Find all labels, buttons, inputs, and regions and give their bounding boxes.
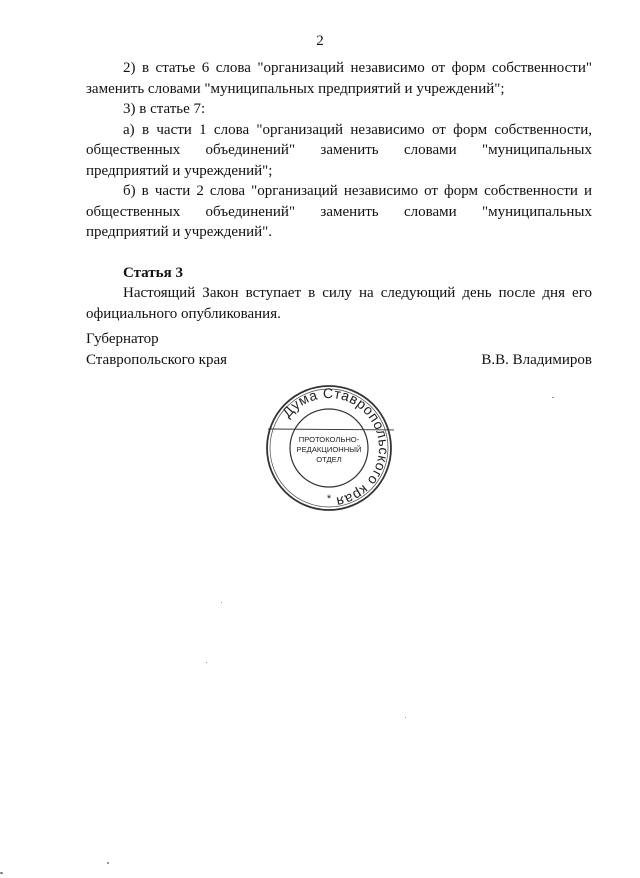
signature-block xyxy=(86,329,592,370)
article-3-heading: Статья 3 xyxy=(123,264,183,281)
official-stamp xyxy=(264,383,394,513)
scan-speck xyxy=(221,602,222,603)
scan-speck xyxy=(0,872,3,874)
document-body xyxy=(86,58,592,324)
paragraph-article-7-part-2: б) в части 2 слова "организаций независимо от форм собственности и общественных объединений" заменить словами "муниципальных предприятий и учреждений". xyxy=(86,183,592,240)
page-number: 2 xyxy=(316,33,324,49)
signatory-title-line2: Ставропольского края xyxy=(86,351,227,368)
signatory-name: В.В. Владимиров xyxy=(481,351,592,368)
signatory-title-line1: Губернатор xyxy=(86,331,159,347)
paragraph-article-7-intro: 3) в статье 7: xyxy=(123,101,206,117)
stamp-star-icon: * xyxy=(326,493,332,505)
paragraph-article-7-part-1: а) в части 1 слова "организаций независимо от форм собственности, общественных объединений" заменить словами "муниципальных предприятий и учреждений"; xyxy=(86,121,592,179)
stamp-outer-text: Дума Ставропольского края xyxy=(278,384,393,511)
scan-speck xyxy=(405,717,406,718)
stamp-inner-line1: ПРОТОКОЛЬНО- xyxy=(298,435,360,444)
scan-speck xyxy=(206,662,207,663)
scan-speck xyxy=(107,862,109,864)
article-3-text: Настоящий Закон вступает в силу на следующий день после дня его официального опубликования. xyxy=(86,285,592,322)
stamp-inner-line2: РЕДАКЦИОННЫЙ xyxy=(296,445,362,454)
scan-speck xyxy=(552,397,554,398)
signature-row xyxy=(86,350,592,371)
stamp-inner-line3: ОТДЕЛ xyxy=(316,455,342,464)
paragraph-article-6-amendment: 2) в статье 6 слова "организаций независимо от форм собственности" заменить словами "муниципальных предприятий и учреждений"; xyxy=(86,60,592,97)
stamp-seal-icon xyxy=(264,383,394,513)
